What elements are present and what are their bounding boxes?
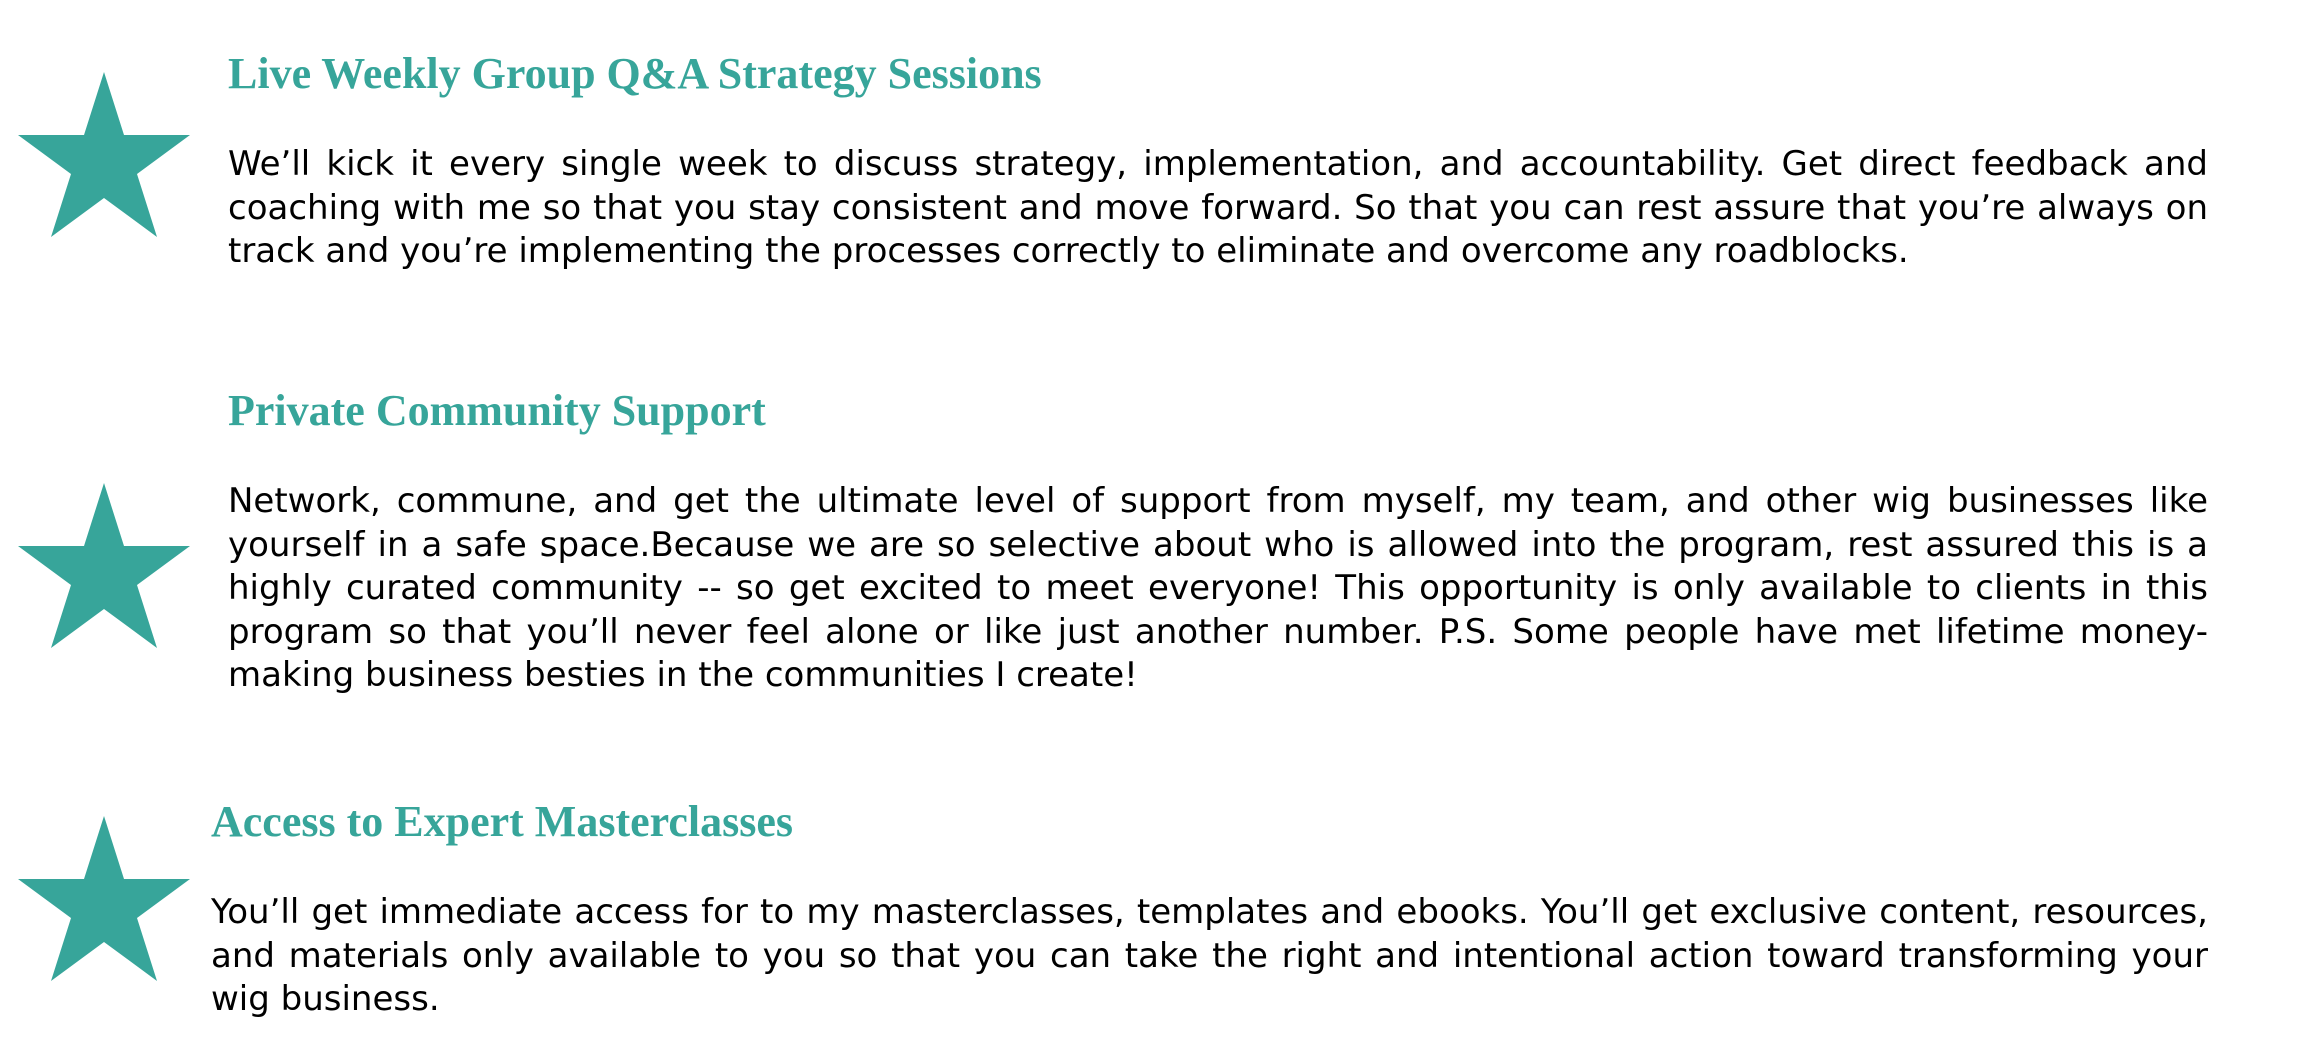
star-icon [18, 483, 190, 648]
star-icon [18, 816, 190, 981]
feature-title: Live Weekly Group Q&A Strategy Sessions [228, 49, 1042, 98]
feature-description: We’ll kick it every single week to discuss strategy, implementation, and accountability. Get direct feedback and coaching with me so that you stay consistent and move forward. So that you can rest assure that you’re always on track and you’re implementing the processes correctly to eliminate and overcome any roadblocks. [228, 144, 2208, 271]
feature-title: Private Community Support [228, 386, 766, 435]
feature-title: Access to Expert Masterclasses [211, 797, 794, 846]
star-icon [18, 72, 190, 237]
feature-description: You’ll get immediate access for to my masterclasses, templates and ebooks. You’ll get exclusive content, resources, and materials only available to you so that you can take the right and intentional action toward transforming your wig business. [211, 892, 2208, 1019]
feature-description: Network, commune, and get the ultimate level of support from myself, my team, and other wig businesses like yourself in a safe space.Because we are so selective about who is allowed into the program, rest assured this is a highly curated community -- so get excited to meet everyone! This opportunity is only available to clients in this program so that you’ll never feel alone or like just another number. P.S. Some people have met lifetime money-making business besties in the communities I create! [228, 481, 2208, 695]
